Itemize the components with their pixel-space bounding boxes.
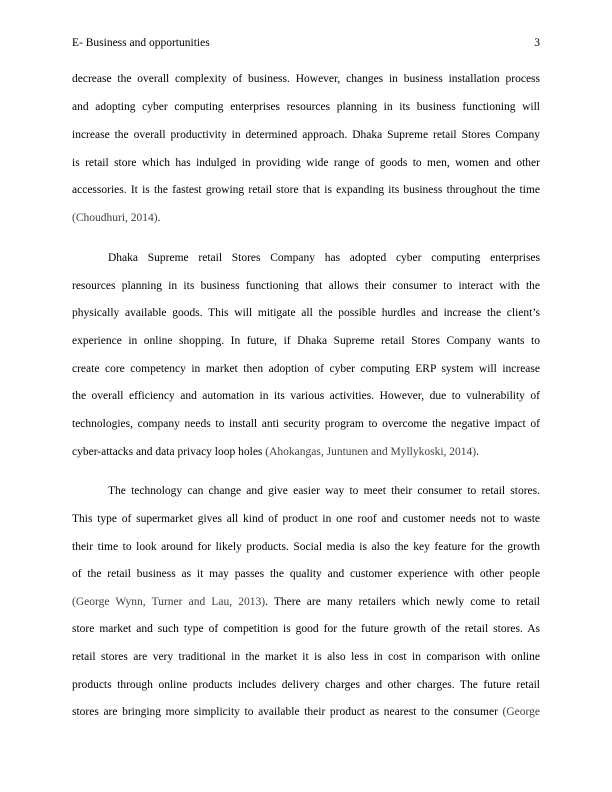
citation: (George [502,706,540,718]
paragraph-line: stores are bringing more simplicity to available their product as nearest to the consumer (George [72,706,540,718]
citation: (Choudhuri, 2014) [72,212,158,224]
paragraph-line: accessories. It is the fastest growing retail store that is expanding its business throughout the time [72,184,540,196]
paragraph-line: their time to look around for likely products. Social media is also the key feature for the growth [72,541,540,553]
paragraph-line: retail stores are very traditional in the market it is also less in cost in comparison with online [72,651,540,663]
paragraph-line: the overall efficiency and automation in its various activities. However, due to vulnerability of [72,390,540,402]
paragraph-line: (Choudhuri, 2014). [72,212,161,224]
paragraph-line: The technology can change and give easier way to meet their consumer to retail stores. [108,485,540,497]
citation: (George Wynn, Turner and Lau, 2013) [72,596,266,608]
paragraph-line: cyber-attacks and data privacy loop holes (Ahokangas, Juntunen and Myllykoski, 2014). [72,446,479,458]
paragraph-line: Dhaka Supreme retail Stores Company has adopted cyber computing enterprises [108,252,540,264]
paragraph-line: create core competency in market then adoption of cyber computing ERP system will increase [72,363,540,375]
paragraph-line: increase the overall productivity in determined approach. Dhaka Supreme retail Stores Company [72,129,540,141]
paragraph-line: physically available goods. This will mitigate all the possible hurdles and increase the client’s [72,307,540,319]
header-title: E- Business and opportunities [72,37,210,49]
paragraph-line: decrease the overall complexity of business. However, changes in business installation process [72,73,540,85]
paragraph-line: store market and such type of competition is good for the future growth of the retail stores. As [72,623,540,635]
paragraph-line: experience in online shopping. In future, if Dhaka Supreme retail Stores Company wants to [72,335,540,347]
paragraph-line: products through online products includes delivery charges and other charges. The future retail [72,679,540,691]
citation: (Ahokangas, Juntunen and Myllykoski, 2014) [265,446,477,458]
paragraph-line: (George Wynn, Turner and Lau, 2013). There are many retailers which newly come to retail [72,596,540,608]
paragraph-line: resources planning in its business functioning that allows their consumer to interact with the [72,280,540,292]
paragraph-line: This type of supermarket gives all kind of product in one roof and customer needs not to waste [72,513,540,525]
paragraph-line: is retail store which has indulged in providing wide range of goods to men, women and other [72,157,540,169]
paragraph-line: technologies, company needs to install anti security program to overcome the negative impact of [72,418,540,430]
page-number: 3 [534,37,540,49]
paragraph-line: of the retail business as it may passes the quality and customer experience with other people [72,568,540,580]
paragraph-line: and adopting cyber computing enterprises resources planning in its business functioning will [72,101,540,113]
page-header [72,37,540,53]
